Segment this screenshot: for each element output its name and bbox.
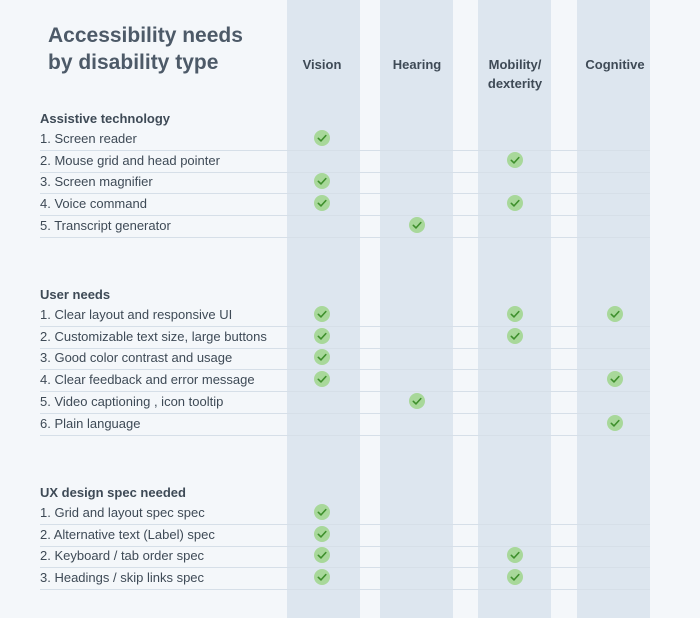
check-circle-icon xyxy=(409,217,425,233)
check-circle-icon xyxy=(507,152,523,168)
row-label: 5. Transcript generator xyxy=(40,217,171,233)
section-title: Assistive technology xyxy=(40,111,171,126)
row-label: 1. Clear layout and responsive UI xyxy=(40,307,233,322)
check-circle-icon xyxy=(314,328,330,344)
check-circle-icon xyxy=(507,306,523,322)
row-label: 2. Mouse grid and head pointer xyxy=(40,152,220,168)
row-label: 1. Grid and layout spec spec xyxy=(40,505,205,520)
table-row xyxy=(40,172,650,194)
table-row xyxy=(40,151,650,173)
table-row xyxy=(40,305,650,327)
check-circle-icon xyxy=(409,393,425,409)
row-label: 5. Video captioning , icon tooltip xyxy=(40,393,224,409)
column-header-mobility: Mobility/ dexterity xyxy=(487,57,543,91)
section-title: User needs xyxy=(40,287,111,302)
page-title: Accessibility needs by disability type xyxy=(48,24,243,74)
table-row xyxy=(40,216,650,238)
check-circle-icon xyxy=(607,306,623,322)
row-label: 3. Headings / skip links spec xyxy=(40,570,205,586)
column-header-cognitive: Cognitive xyxy=(585,57,645,72)
table-row xyxy=(40,370,650,392)
row-label: 4. Clear feedback and error message xyxy=(40,372,255,388)
check-circle-icon xyxy=(314,569,330,585)
check-circle-icon xyxy=(314,130,330,146)
check-circle-icon xyxy=(314,195,330,211)
column-header-vision: Vision xyxy=(302,57,342,72)
table-row xyxy=(40,503,650,525)
table-row xyxy=(40,525,650,547)
row-label: 3. Screen magnifier xyxy=(40,174,153,190)
table-row xyxy=(40,194,650,216)
row-label: 3. Good color contrast and usage xyxy=(40,350,233,366)
check-circle-icon xyxy=(314,526,330,542)
check-circle-icon xyxy=(607,415,623,431)
check-circle-icon xyxy=(314,371,330,387)
row-label: 2. Keyboard / tab order spec xyxy=(40,548,205,564)
check-circle-icon xyxy=(314,547,330,563)
row-label: 2. Alternative text (Label) spec xyxy=(40,526,215,542)
check-circle-icon xyxy=(507,569,523,585)
check-circle-icon xyxy=(507,195,523,211)
table-row xyxy=(40,327,650,349)
check-circle-icon xyxy=(314,306,330,322)
table-row xyxy=(40,568,650,590)
check-circle-icon xyxy=(314,173,330,189)
table-row xyxy=(40,348,650,370)
row-label: 2. Customizable text size, large buttons xyxy=(40,328,267,344)
section-title: UX design spec needed xyxy=(40,485,186,500)
row-label: 6. Plain language xyxy=(40,415,141,431)
row-label: 1. Screen reader xyxy=(40,131,137,146)
check-circle-icon xyxy=(314,349,330,365)
table-row xyxy=(40,546,650,568)
check-circle-icon xyxy=(314,504,330,520)
column-header-hearing: Hearing xyxy=(392,57,442,72)
check-circle-icon xyxy=(507,328,523,344)
table-row xyxy=(40,129,650,151)
row-label: 4. Voice command xyxy=(40,196,147,212)
table-row xyxy=(40,392,650,414)
check-circle-icon xyxy=(507,547,523,563)
table-row xyxy=(40,414,650,436)
check-circle-icon xyxy=(607,371,623,387)
